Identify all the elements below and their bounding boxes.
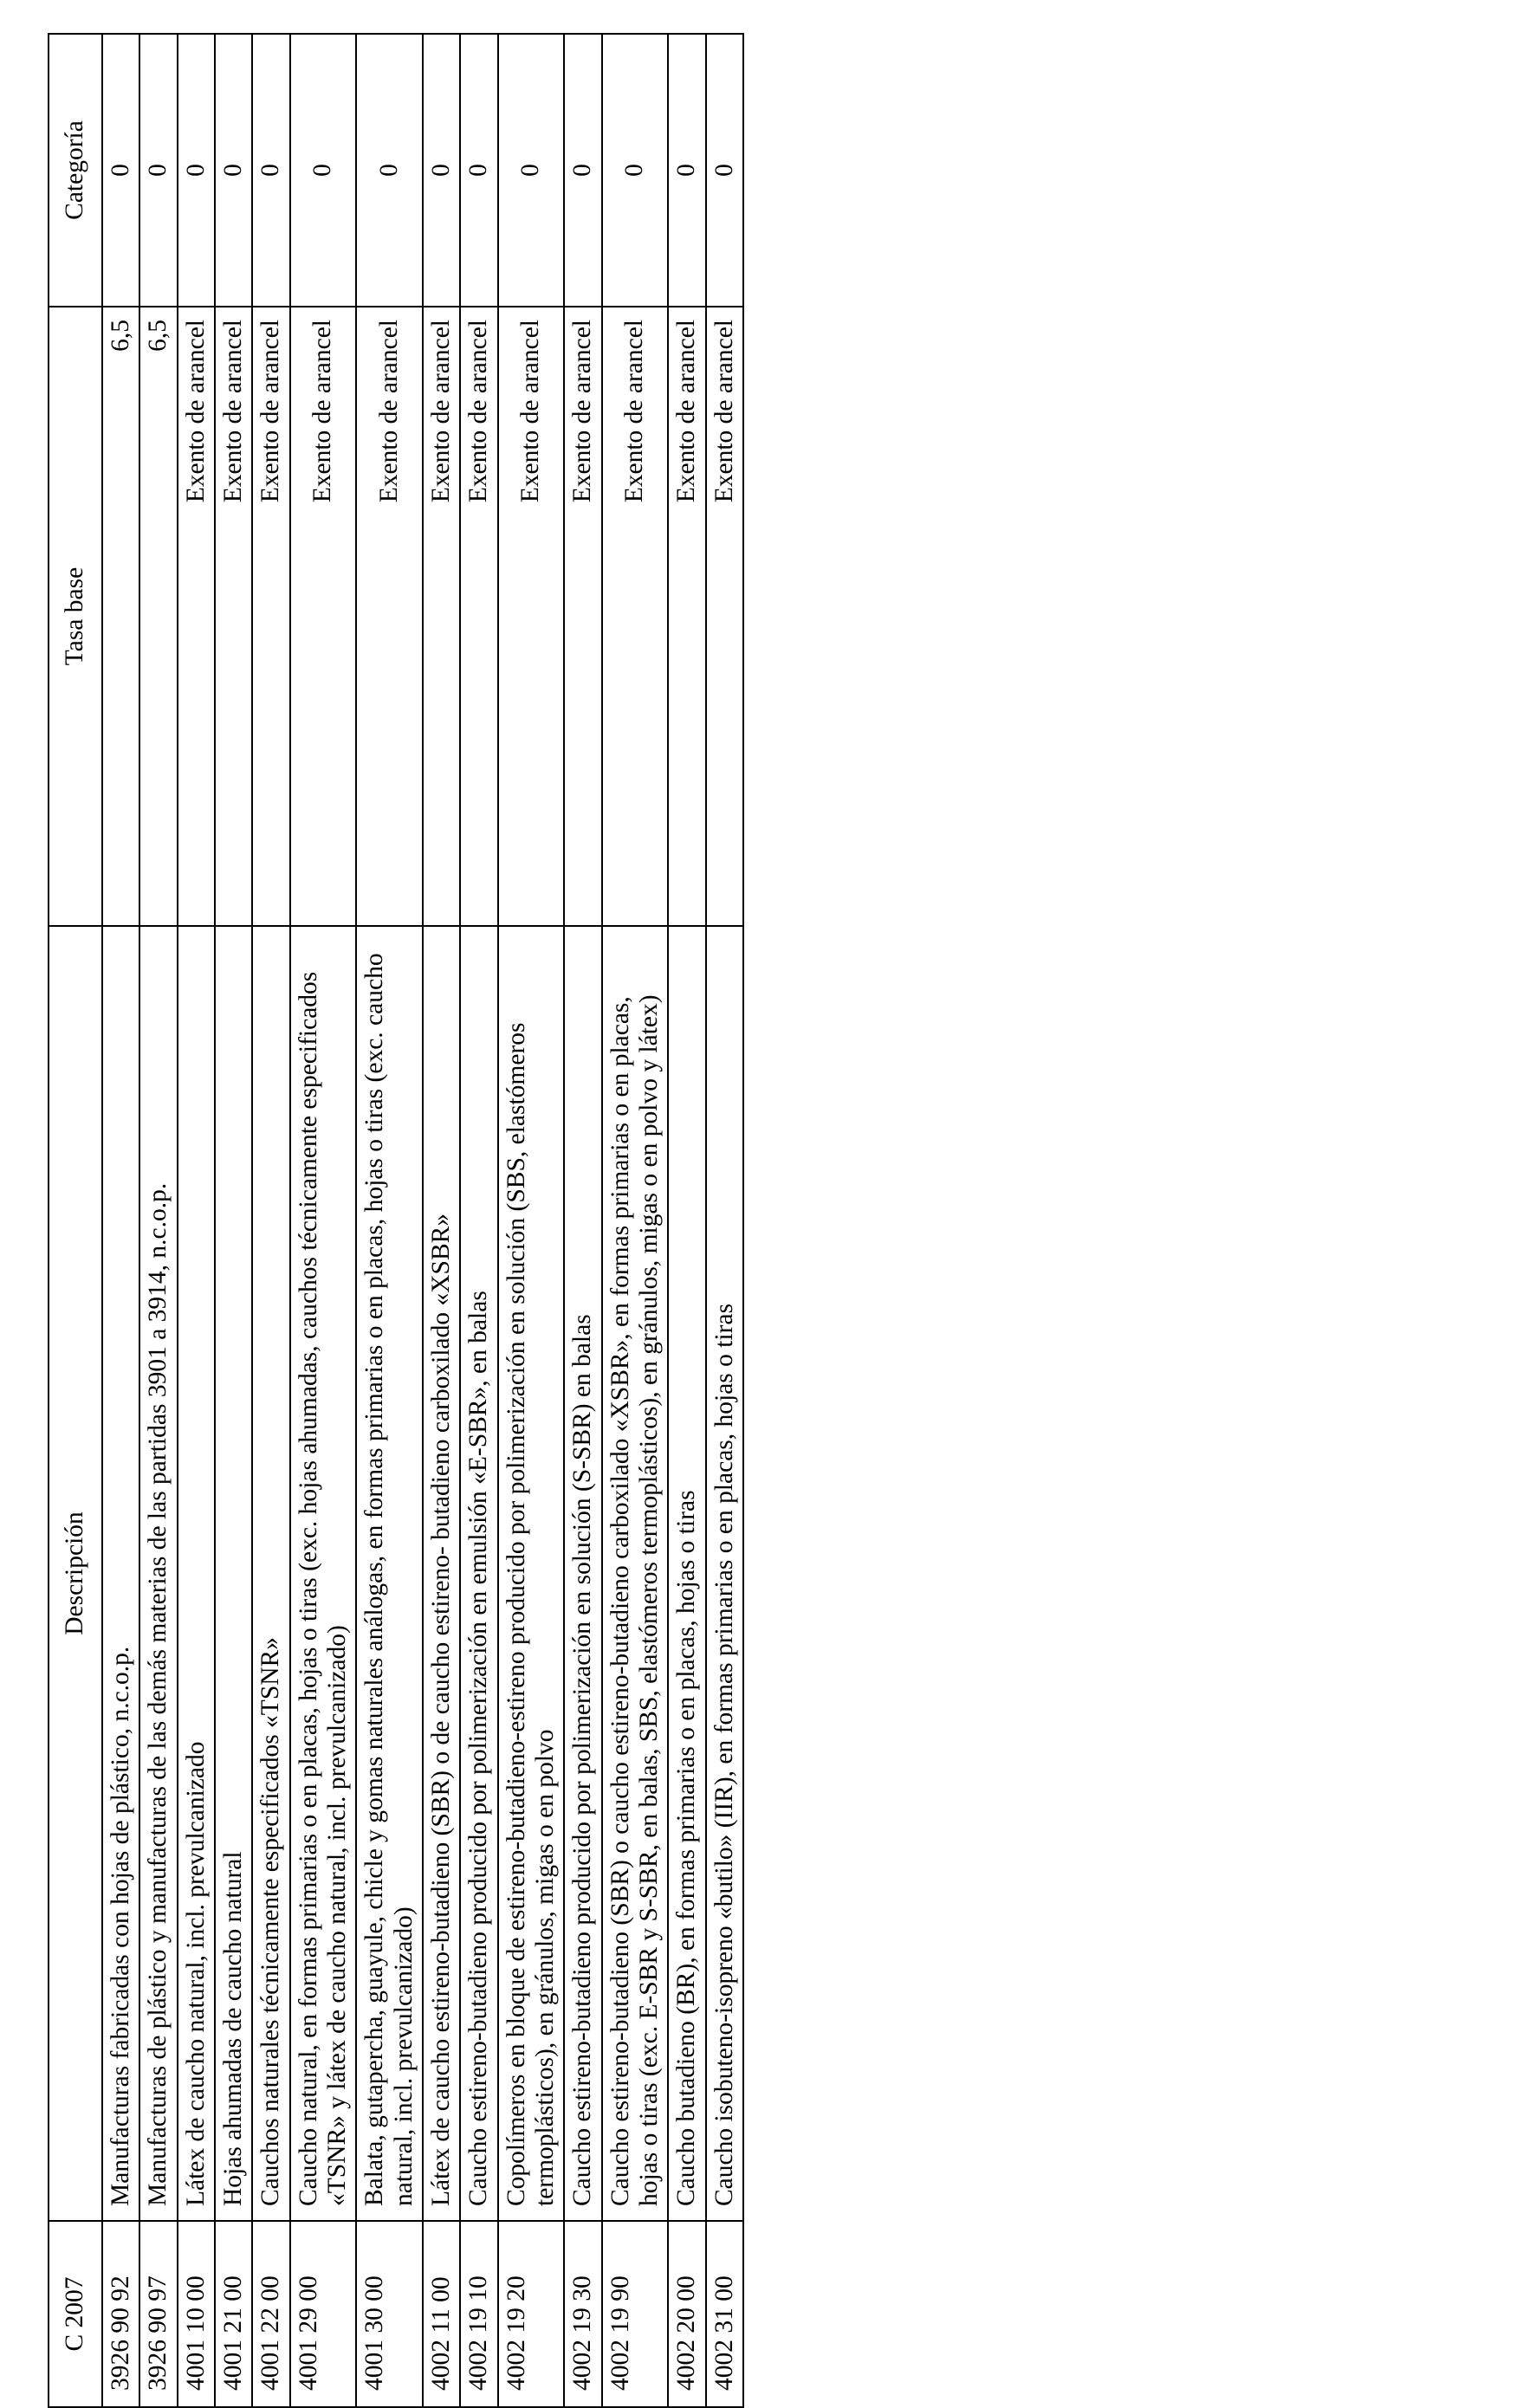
row-rate: Exento de arancel (215, 307, 252, 926)
row-category: 0 (139, 34, 177, 307)
row-rate: 6,5 (139, 307, 177, 926)
row-description: Manufacturas de plástico y manufacturas de las demás materias de las partidas 3901 a 3914, n.c.o.p. (139, 926, 177, 2221)
row-code: 3926 90 97 (139, 2221, 177, 2407)
row-rate: Exento de arancel (564, 307, 601, 926)
row-rate: Exento de arancel (290, 307, 357, 926)
row-category: 0 (564, 34, 601, 307)
row-rate: Exento de arancel (252, 307, 289, 926)
row-category: 0 (706, 34, 743, 307)
table-row (668, 34, 705, 2407)
table-row (252, 34, 289, 2407)
row-category: 0 (668, 34, 705, 307)
row-category: 0 (290, 34, 357, 307)
table-row (460, 34, 497, 2407)
row-rate: Exento de arancel (460, 307, 497, 926)
table-row (215, 34, 252, 2407)
row-code: 4002 19 30 (564, 2221, 601, 2407)
row-rate: Exento de arancel (178, 307, 215, 926)
row-description: Copolímeros en bloque de estireno-butadieno-estireno producido por polimerización en solución (SBS, elastómeros termoplásticos), en gránulos, migas o en polvo (498, 926, 565, 2221)
table-row (139, 34, 177, 2407)
table-row (706, 34, 743, 2407)
table-row (290, 34, 357, 2407)
row-category: 0 (215, 34, 252, 307)
row-description: Manufacturas fabricadas con hojas de plástico, n.c.o.p. (102, 926, 139, 2221)
row-code: 4001 10 00 (178, 2221, 215, 2407)
row-category: 0 (602, 34, 669, 307)
row-code: 4002 19 20 (498, 2221, 565, 2407)
table-row (178, 34, 215, 2407)
row-description: Látex de caucho estireno-butadieno (SBR) o de caucho estireno- butadieno carboxilado «XSBR» (423, 926, 460, 2221)
row-rate: Exento de arancel (602, 307, 669, 926)
row-code: 3926 90 92 (102, 2221, 139, 2407)
row-category: 0 (252, 34, 289, 307)
row-code: 4002 20 00 (668, 2221, 705, 2407)
row-rate: Exento de arancel (706, 307, 743, 926)
row-description: Caucho estireno-butadieno producido por polimerización en solución (S-SBR) en balas (564, 926, 601, 2221)
row-category: 0 (498, 34, 565, 307)
row-description: Caucho estireno-butadieno producido por polimerización en emulsión «E-SBR», en balas (460, 926, 497, 2221)
row-category: 0 (423, 34, 460, 307)
row-description: Balata, gutapercha, guayule, chicle y gomas naturales análogas, en formas primarias o en placas, hojas o tiras (exc. caucho natural, incl. prevulcanizado) (356, 926, 423, 2221)
row-code: 4001 30 00 (356, 2221, 423, 2407)
row-code: 4001 21 00 (215, 2221, 252, 2407)
table-row (356, 34, 423, 2407)
row-category: 0 (356, 34, 423, 307)
row-rate: Exento de arancel (498, 307, 565, 926)
row-description: Caucho isobuteno-isopreno «butilo» (IIR), en formas primarias o en placas, hojas o tiras (706, 926, 743, 2221)
row-description: Látex de caucho natural, incl. prevulcanizado (178, 926, 215, 2221)
header-rate: Tasa base (49, 307, 102, 926)
table-header (49, 34, 102, 2407)
row-description: Caucho natural, en formas primarias o en placas, hojas o tiras (exc. hojas ahumadas, cauchos técnicamente especificados «TSNR» y látex de caucho natural, incl. prevulcanizado) (290, 926, 357, 2221)
header-description: Descripción (49, 926, 102, 2221)
row-rate: Exento de arancel (356, 307, 423, 926)
row-code: 4001 29 00 (290, 2221, 357, 2407)
row-category: 0 (102, 34, 139, 307)
table-row (102, 34, 139, 2407)
table-row (602, 34, 669, 2407)
row-description: Caucho estireno-butadieno (SBR) o caucho estireno-butadieno carboxilado «XSBR», en formas primarias o en placas, hojas o tiras (exc. E-SBR y S-SBR, en balas, SBS, elastómeros termoplásticos), en gránulos, migas o en polvo y látex) (602, 926, 669, 2221)
row-description: Hojas ahumadas de caucho natural (215, 926, 252, 2221)
row-rate: Exento de arancel (423, 307, 460, 926)
row-rate: Exento de arancel (668, 307, 705, 926)
row-description: Cauchos naturales técnicamente especificados «TSNR» (252, 926, 289, 2221)
header-code: C 2007 (49, 2221, 102, 2407)
table-row (498, 34, 565, 2407)
tariff-table (48, 33, 744, 2408)
header-category: Categoría (49, 34, 102, 307)
row-description: Caucho butadieno (BR), en formas primarias o en placas, hojas o tiras (668, 926, 705, 2221)
table-body (102, 34, 743, 2407)
row-code: 4002 19 90 (602, 2221, 669, 2407)
row-category: 0 (460, 34, 497, 307)
header-row (49, 34, 102, 2407)
row-code: 4002 31 00 (706, 2221, 743, 2407)
rotated-page (48, 35, 1008, 2408)
row-code: 4001 22 00 (252, 2221, 289, 2407)
row-code: 4002 11 00 (423, 2221, 460, 2407)
row-code: 4002 19 10 (460, 2221, 497, 2407)
table-row (564, 34, 601, 2407)
row-rate: 6,5 (102, 307, 139, 926)
row-category: 0 (178, 34, 215, 307)
table-row (423, 34, 460, 2407)
